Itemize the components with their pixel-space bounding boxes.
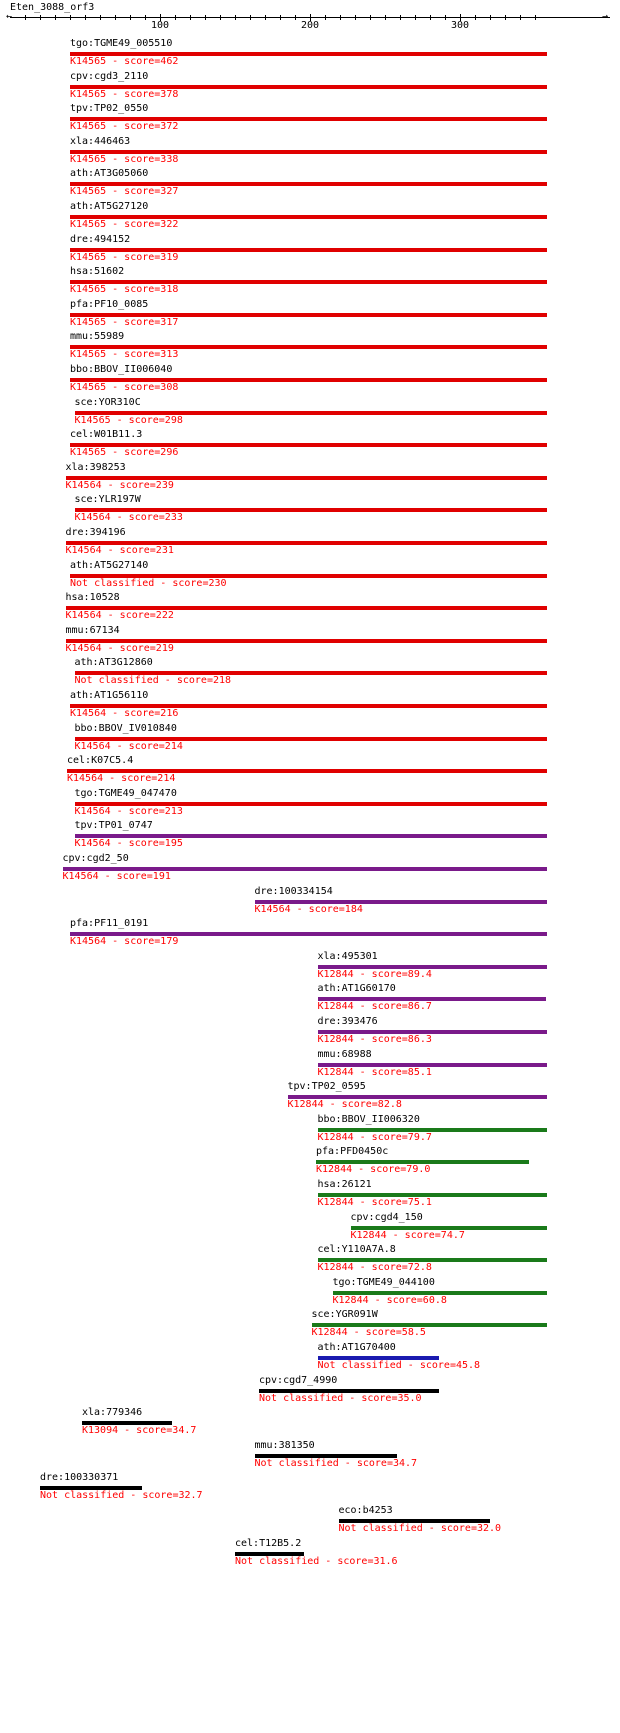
- hit-ko-score-label[interactable]: K14565 - score=298: [74, 414, 183, 426]
- axis-minor-tick: [85, 15, 86, 20]
- axis-minor-tick: [340, 15, 341, 20]
- axis-minor-tick: [145, 15, 146, 20]
- hit-gene-label[interactable]: pfa:PF11_0191: [70, 918, 149, 930]
- hit-ko-score-label[interactable]: K13094 - score=34.7: [82, 1425, 197, 1437]
- hit-gene-label[interactable]: ath:AT5G27140: [70, 559, 149, 571]
- axis-minor-tick: [205, 15, 206, 20]
- hit-ko-score-label[interactable]: K12844 - score=75.1: [317, 1197, 432, 1208]
- hit-ko-score-label[interactable]: K12844 - score=58.5: [311, 1327, 426, 1339]
- hit-gene-label[interactable]: mmu:68988: [317, 1048, 372, 1060]
- axis-minor-tick: [115, 15, 116, 20]
- hit-ko-score-label[interactable]: K12844 - score=89.4: [317, 968, 432, 980]
- hit-gene-label[interactable]: dre:100334154: [254, 885, 333, 897]
- hit-gene-label[interactable]: sce:YOR310C: [74, 396, 141, 408]
- axis-minor-tick: [445, 15, 446, 20]
- hit-gene-label[interactable]: ath:AT3G12860: [74, 657, 153, 669]
- axis-minor-tick: [25, 15, 26, 20]
- axis-minor-tick: [430, 15, 431, 20]
- hit-ko-score-label[interactable]: K14565 - score=378: [70, 88, 179, 100]
- hit-gene-label[interactable]: hsa:10528: [65, 592, 120, 604]
- hit-ko-score-label[interactable]: K14564 - score=216: [70, 708, 179, 719]
- axis-minor-tick: [40, 15, 41, 20]
- axis-minor-tick: [220, 15, 221, 20]
- hit-gene-label[interactable]: tgo:TGME49_005510: [70, 38, 173, 49]
- axis-minor-tick: [295, 15, 296, 20]
- hit-gene-label[interactable]: xla:779346: [82, 1407, 143, 1419]
- axis-left-arrow-icon: ←: [6, 11, 13, 22]
- hit-ko-score-label[interactable]: K14565 - score=313: [70, 349, 179, 361]
- hit-ko-score-label[interactable]: Not classified - score=31.6: [235, 1555, 398, 1567]
- hit-ko-score-label[interactable]: K14564 - score=233: [74, 512, 183, 524]
- hit-gene-label[interactable]: mmu:55989: [70, 331, 125, 343]
- hit-ko-score-label[interactable]: K14565 - score=322: [70, 219, 179, 230]
- hit-ko-score-label[interactable]: K14565 - score=296: [70, 447, 179, 459]
- hit-ko-score-label[interactable]: K12844 - score=86.3: [317, 1034, 432, 1045]
- hit-gene-label[interactable]: cpv:cgd4_150: [350, 1211, 423, 1223]
- hit-ko-score-label[interactable]: K14564 - score=213: [74, 805, 183, 817]
- axis-minor-tick: [250, 15, 251, 20]
- axis-minor-tick: [385, 15, 386, 20]
- axis-minor-tick: [280, 15, 281, 20]
- hit-ko-score-label[interactable]: K14564 - score=239: [65, 479, 174, 491]
- hit-gene-label[interactable]: ath:AT5G27120: [70, 201, 149, 212]
- hit-ko-score-label[interactable]: K14564 - score=222: [65, 610, 174, 622]
- hit-gene-label[interactable]: pfa:PF10_0085: [70, 298, 149, 310]
- hit-gene-label[interactable]: cel:K07C5.4: [67, 755, 134, 767]
- hit-gene-label[interactable]: sce:YGR091W: [311, 1309, 378, 1321]
- hit-gene-label[interactable]: cpv:cgd7_4990: [259, 1374, 338, 1386]
- query-title: Eten_3088_orf3: [10, 2, 95, 13]
- hit-gene-label[interactable]: eco:b4253: [338, 1505, 393, 1516]
- hit-gene-label[interactable]: bbo:BBOV_II006040: [70, 364, 173, 375]
- hit-ko-score-label[interactable]: Not classified - score=35.0: [259, 1392, 422, 1404]
- axis-minor-tick: [265, 15, 266, 20]
- hit-gene-label[interactable]: mmu:67134: [65, 624, 120, 636]
- hit-gene-label[interactable]: mmu:381350: [254, 1439, 315, 1451]
- hit-gene-label[interactable]: cpv:cgd3_2110: [70, 70, 149, 82]
- hit-gene-label[interactable]: dre:394196: [65, 527, 126, 538]
- hit-ko-score-label[interactable]: K12844 - score=60.8: [332, 1294, 447, 1306]
- hit-gene-label[interactable]: ath:AT1G56110: [70, 690, 149, 701]
- hit-ko-score-label[interactable]: K12844 - score=82.8: [287, 1099, 402, 1111]
- hit-gene-label[interactable]: hsa:51602: [70, 266, 125, 278]
- hit-gene-label[interactable]: cel:Y110A7A.8: [317, 1244, 396, 1256]
- axis-tick-label: 300: [450, 20, 470, 31]
- axis-right-arrow-icon: →: [602, 11, 609, 22]
- hit-ko-score-label[interactable]: K14565 - score=317: [70, 316, 179, 328]
- axis-minor-tick: [520, 15, 521, 20]
- hit-gene-label[interactable]: tpv:TP01_0747: [74, 820, 153, 832]
- hit-ko-score-label[interactable]: K14564 - score=231: [65, 545, 174, 556]
- hit-gene-label[interactable]: tpv:TP02_0595: [287, 1081, 366, 1093]
- hit-gene-label[interactable]: xla:398253: [65, 461, 126, 473]
- hit-gene-label[interactable]: cel:T12B5.2: [235, 1537, 302, 1549]
- axis-minor-tick: [535, 15, 536, 20]
- axis-minor-tick: [370, 15, 371, 20]
- hit-gene-label[interactable]: pfa:PFD0450c: [316, 1146, 389, 1158]
- hit-gene-label[interactable]: cpv:cgd2_50: [62, 853, 129, 864]
- hit-gene-label[interactable]: dre:100330371: [40, 1472, 119, 1484]
- axis-minor-tick: [175, 15, 176, 20]
- hit-ko-score-label[interactable]: K14565 - score=338: [70, 153, 179, 165]
- hit-gene-label[interactable]: xla:446463: [70, 135, 131, 147]
- axis-minor-tick: [415, 15, 416, 20]
- hit-gene-label[interactable]: dre:494152: [70, 233, 131, 245]
- hit-gene-label[interactable]: tpv:TP02_0550: [70, 103, 149, 115]
- hit-gene-label[interactable]: xla:495301: [317, 950, 378, 962]
- axis-minor-tick: [130, 15, 131, 20]
- hit-ko-score-label[interactable]: K12844 - score=72.8: [317, 1262, 432, 1274]
- hit-ko-score-label[interactable]: K14564 - score=191: [62, 871, 171, 882]
- hit-ko-score-label[interactable]: K14565 - score=327: [70, 186, 179, 198]
- axis-tick-label: 100: [150, 20, 170, 31]
- hit-gene-label[interactable]: ath:AT1G60170: [317, 983, 396, 995]
- hit-gene-label[interactable]: bbo:BBOV_IV010840: [74, 722, 177, 734]
- hit-ko-score-label[interactable]: Not classified - score=32.0: [338, 1523, 502, 1534]
- hit-ko-score-label[interactable]: K14564 - score=195: [74, 838, 183, 850]
- hit-gene-label[interactable]: ath:AT3G05060: [70, 168, 149, 180]
- hit-ko-score-label[interactable]: K14565 - score=319: [70, 251, 179, 263]
- axis-minor-tick: [400, 15, 401, 20]
- hit-gene-label[interactable]: tgo:TGME49_047470: [74, 787, 177, 799]
- hit-ko-score-label[interactable]: K14564 - score=214: [74, 740, 183, 752]
- hit-ko-score-label[interactable]: Not classified - score=34.7: [254, 1457, 418, 1469]
- hit-ko-score-label[interactable]: K14564 - score=179: [70, 936, 179, 948]
- axis-minor-tick: [355, 15, 356, 20]
- hit-gene-label[interactable]: ath:AT1G70400: [317, 1342, 396, 1353]
- hit-ko-score-label[interactable]: K12844 - score=79.0: [316, 1164, 431, 1176]
- hit-gene-label[interactable]: tgo:TGME49_044100: [332, 1276, 435, 1288]
- hit-ko-score-label[interactable]: K14565 - score=308: [70, 382, 179, 393]
- hit-ko-score-label[interactable]: K12844 - score=86.7: [317, 1001, 432, 1013]
- axis-minor-tick: [100, 15, 101, 20]
- hit-ko-score-label[interactable]: K12844 - score=85.1: [317, 1066, 432, 1078]
- hit-ko-score-label[interactable]: K12844 - score=79.7: [317, 1131, 432, 1143]
- hit-ko-score-label[interactable]: K14565 - score=372: [70, 121, 179, 133]
- axis-minor-tick: [190, 15, 191, 20]
- hit-ko-score-label[interactable]: K14565 - score=318: [70, 284, 179, 296]
- hit-ko-score-label[interactable]: Not classified - score=32.7: [40, 1490, 203, 1502]
- hit-gene-label[interactable]: cel:W01B11.3: [70, 429, 143, 441]
- hit-ko-score-label[interactable]: Not classified - score=218: [74, 675, 232, 687]
- hit-gene-label[interactable]: dre:393476: [317, 1016, 378, 1027]
- axis-minor-tick: [490, 15, 491, 20]
- axis-minor-tick: [325, 15, 326, 20]
- hit-ko-score-label[interactable]: Not classified - score=230: [70, 577, 227, 589]
- axis-minor-tick: [70, 15, 71, 20]
- axis-tick-label: 200: [300, 20, 320, 31]
- hit-ko-score-label[interactable]: K14564 - score=214: [67, 773, 176, 785]
- axis-minor-tick: [235, 15, 236, 20]
- hit-ko-score-label[interactable]: Not classified - score=45.8: [317, 1360, 481, 1371]
- axis-minor-tick: [475, 15, 476, 20]
- hit-ko-score-label[interactable]: K14564 - score=184: [254, 903, 363, 915]
- hit-ko-score-label[interactable]: K12844 - score=74.7: [350, 1229, 465, 1241]
- axis-minor-tick: [55, 15, 56, 20]
- hit-ko-score-label[interactable]: K14564 - score=219: [65, 642, 174, 654]
- hit-ko-score-label[interactable]: K14565 - score=462: [70, 56, 179, 67]
- axis-minor-tick: [505, 15, 506, 20]
- hit-gene-label[interactable]: hsa:26121: [317, 1179, 372, 1190]
- hit-gene-label[interactable]: sce:YLR197W: [74, 494, 141, 506]
- hit-gene-label[interactable]: bbo:BBOV_II006320: [317, 1113, 420, 1125]
